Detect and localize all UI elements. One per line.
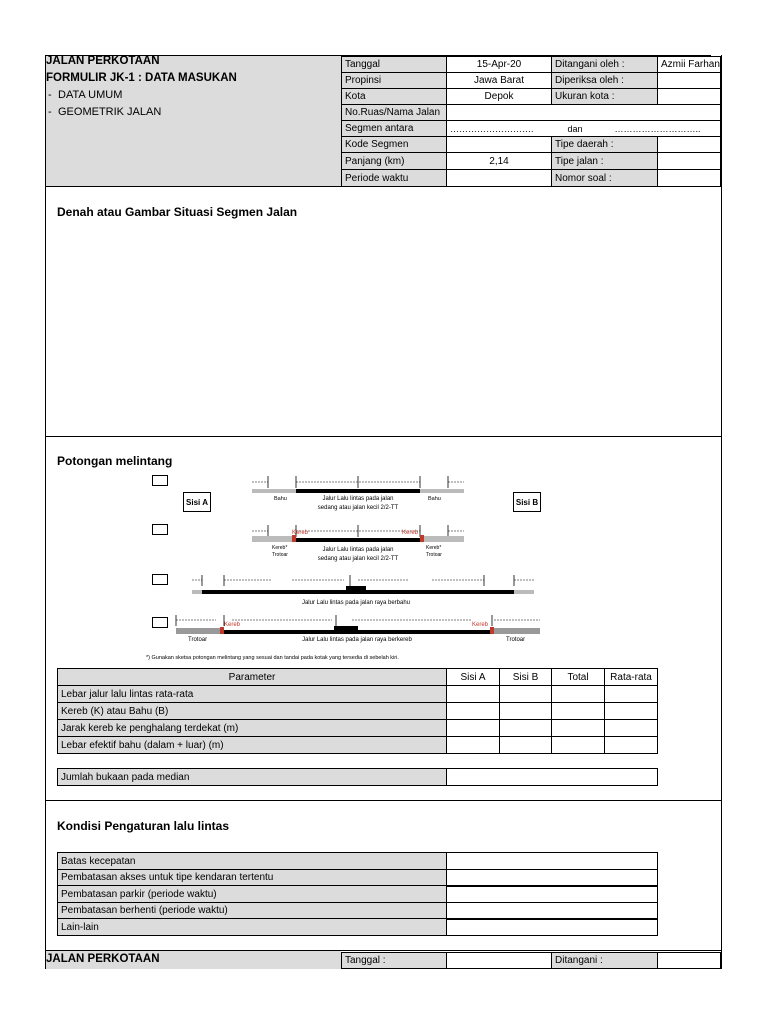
kondisi-row-label: Pembatasan berhenti (periode waktu) bbox=[57, 902, 447, 920]
potongan-title: Potongan melintang bbox=[57, 454, 173, 468]
kota-value[interactable]: Depok bbox=[446, 88, 552, 105]
cross-section-checkbox-1[interactable] bbox=[152, 475, 168, 486]
tipe-daerah-label: Tipe daerah : bbox=[551, 136, 658, 153]
param-cell-sisi-a[interactable] bbox=[446, 702, 500, 720]
footer-tanggal-value[interactable] bbox=[446, 952, 552, 969]
d1-bahu-right: Bahu bbox=[428, 496, 441, 502]
ukuran-kota-label: Ukuran kota : bbox=[551, 88, 658, 105]
periode-value[interactable] bbox=[446, 169, 552, 187]
param-header-sisi-b: Sisi B bbox=[499, 668, 552, 686]
param-cell-sisi-b[interactable] bbox=[499, 685, 552, 703]
cross-section-checkbox-2[interactable] bbox=[152, 524, 168, 535]
nomor-soal-label: Nomor soal : bbox=[551, 169, 658, 187]
header-item-data-umum: DATA UMUM bbox=[58, 89, 123, 101]
param-cell-rata-rata[interactable] bbox=[604, 736, 658, 754]
kondisi-row-label: Batas kecepatan bbox=[57, 852, 447, 870]
param-cell-rata-rata[interactable] bbox=[604, 719, 658, 737]
cross-section-checkbox-4[interactable] bbox=[152, 617, 168, 628]
param-header-sisi-a: Sisi A bbox=[446, 668, 500, 686]
sisi-a-box bbox=[183, 492, 211, 512]
kondisi-row-label: Pembatasan akses untuk tipe kendaran tertentu bbox=[57, 869, 447, 887]
ruas-value[interactable] bbox=[446, 104, 721, 121]
segmen-value[interactable] bbox=[446, 120, 721, 137]
param-cell-sisi-a[interactable] bbox=[446, 685, 500, 703]
d2-right-1: Kereb* bbox=[426, 545, 442, 551]
denah-drawing-area[interactable] bbox=[46, 226, 720, 434]
sisi-b-box bbox=[513, 492, 541, 512]
param-cell-rata-rata[interactable] bbox=[604, 685, 658, 703]
d4-trotoar-left: Trotoar bbox=[188, 637, 208, 643]
param-row-label: Jarak kereb ke penghalang terdekat (m) bbox=[57, 719, 447, 737]
sisi-a-label: Sisi A bbox=[186, 497, 208, 507]
d1-caption-1: Jalur Lalu lintas pada jalan bbox=[322, 496, 394, 502]
d3-caption: Jalur Lalu lintas pada jalan raya berbahu bbox=[301, 600, 411, 606]
propinsi-value[interactable]: Jawa Barat bbox=[446, 72, 552, 89]
header-title: JALAN PERKOTAAN bbox=[46, 55, 160, 67]
d2-kereb-right: Kereb bbox=[402, 530, 419, 536]
param-cell-total[interactable] bbox=[551, 736, 605, 754]
param-cell-sisi-a[interactable] bbox=[446, 719, 500, 737]
param-row-label: Kereb (K) atau Bahu (B) bbox=[57, 702, 447, 720]
tipe-daerah-value[interactable] bbox=[657, 136, 721, 153]
propinsi-label: Propinsi bbox=[341, 72, 447, 89]
kode-segmen-label: Kode Segmen bbox=[341, 136, 447, 153]
ditangani-value[interactable]: Azmii Farhan bbox=[657, 56, 721, 73]
param-cell-total[interactable] bbox=[551, 719, 605, 737]
tipe-jalan-value[interactable] bbox=[657, 152, 721, 170]
segmen-dan: dan bbox=[567, 123, 583, 134]
d2-left-1: Kereb* bbox=[272, 545, 288, 551]
param-header-parameter: Parameter bbox=[57, 668, 447, 686]
ditangani-label: Ditangani oleh : bbox=[551, 56, 658, 73]
potongan-footnote: *) Gunakan sketsa potongan melintang yang sesuai dan tandai pada kotak yang tersedia di sebelah kiri. bbox=[146, 655, 399, 661]
param-cell-rata-rata[interactable] bbox=[604, 702, 658, 720]
d4-kereb-right: Kereb bbox=[472, 622, 489, 628]
d4-trotoar-right: Trotoar bbox=[506, 637, 526, 643]
param-cell-total[interactable] bbox=[551, 685, 605, 703]
segmen-dots-2: ……………………….. bbox=[614, 123, 701, 134]
ukuran-kota-value[interactable] bbox=[657, 88, 721, 105]
periode-label: Periode waktu bbox=[341, 169, 447, 187]
panjang-label: Panjang (km) bbox=[341, 152, 447, 170]
ruas-label: No.Ruas/Nama Jalan bbox=[341, 104, 447, 121]
d4-kereb-left: Kereb bbox=[224, 622, 241, 628]
kondisi-row-value[interactable] bbox=[446, 918, 658, 936]
param-cell-sisi-a[interactable] bbox=[446, 736, 500, 754]
kode-segmen-value[interactable] bbox=[446, 136, 552, 153]
param-cell-total[interactable] bbox=[551, 702, 605, 720]
kondisi-row-label: Pembatasan parkir (periode waktu) bbox=[57, 885, 447, 903]
denah-title: Denah atau Gambar Situasi Segmen Jalan bbox=[57, 205, 298, 219]
d2-left-2: Trotoar bbox=[272, 552, 288, 558]
param-row-label: Lebar efektif bahu (dalam + luar) (m) bbox=[57, 736, 447, 754]
form-title: FORMULIR JK-1 : DATA MASUKAN bbox=[46, 72, 237, 84]
kondisi-title: Kondisi Pengaturan lalu lintas bbox=[57, 819, 230, 833]
footer-ditangani-label: Ditangani : bbox=[551, 952, 658, 969]
d4-caption: Jalur Lalu lintas pada jalan raya berkereb bbox=[302, 637, 412, 643]
footer-tanggal-label: Tanggal : bbox=[341, 952, 447, 969]
nomor-soal-value[interactable] bbox=[657, 169, 721, 187]
tanggal-value[interactable]: 15-Apr-20 bbox=[446, 56, 552, 73]
tanggal-label: Tanggal bbox=[341, 56, 447, 73]
footer-title: JALAN PERKOTAAN bbox=[46, 953, 160, 965]
param-cell-sisi-b[interactable] bbox=[499, 702, 552, 720]
d2-caption-2: sedang atau jalan kecil 2/2-TT bbox=[317, 556, 399, 562]
diperiksa-value[interactable] bbox=[657, 72, 721, 89]
param-header-rata-rata: Rata-rata bbox=[604, 668, 658, 686]
cross-section-checkbox-3[interactable] bbox=[152, 574, 168, 585]
bullet-1: - bbox=[48, 89, 52, 101]
kondisi-row-value[interactable] bbox=[446, 885, 658, 903]
segmen-dots-1: ………………………. bbox=[450, 123, 534, 134]
kondisi-row-value[interactable] bbox=[446, 869, 658, 887]
cross-section-diagram-4 bbox=[172, 614, 544, 644]
kondisi-row-value[interactable] bbox=[446, 902, 658, 920]
cross-section-diagram-3 bbox=[188, 574, 538, 608]
panjang-value[interactable]: 2,14 bbox=[446, 152, 552, 170]
kondisi-row-label: Lain-lain bbox=[57, 918, 447, 936]
sisi-b-label: Sisi B bbox=[515, 497, 539, 507]
param-cell-sisi-b[interactable] bbox=[499, 719, 552, 737]
kondisi-row-value[interactable] bbox=[446, 852, 658, 870]
footer-ditangani-value[interactable] bbox=[657, 952, 721, 969]
header-item-geometrik: GEOMETRIK JALAN bbox=[58, 106, 162, 118]
cross-section-diagram-2 bbox=[248, 521, 474, 563]
diperiksa-label: Diperiksa oleh : bbox=[551, 72, 658, 89]
param-row-label: Lebar jalur lalu lintas rata-rata bbox=[57, 685, 447, 703]
d2-caption-1: Jalur Lalu lintas pada jalan bbox=[322, 547, 394, 553]
bullet-2: - bbox=[48, 106, 52, 118]
kota-label: Kota bbox=[341, 88, 447, 105]
param-cell-sisi-b[interactable] bbox=[499, 736, 552, 754]
d2-right-2: Trotoar bbox=[426, 552, 442, 558]
median-label: Jumlah bukaan pada median bbox=[57, 768, 447, 786]
cross-section-diagram-1 bbox=[248, 472, 468, 514]
d1-caption-2: sedang atau jalan kecil 2/2-TT bbox=[317, 505, 399, 511]
param-header-total: Total bbox=[551, 668, 605, 686]
median-value[interactable] bbox=[446, 768, 658, 786]
d2-kereb-left: Kereb bbox=[292, 530, 309, 536]
segmen-label: Segmen antara bbox=[341, 120, 447, 137]
d1-bahu-left: Bahu bbox=[274, 496, 287, 502]
tipe-jalan-label: Tipe jalan : bbox=[551, 152, 658, 170]
